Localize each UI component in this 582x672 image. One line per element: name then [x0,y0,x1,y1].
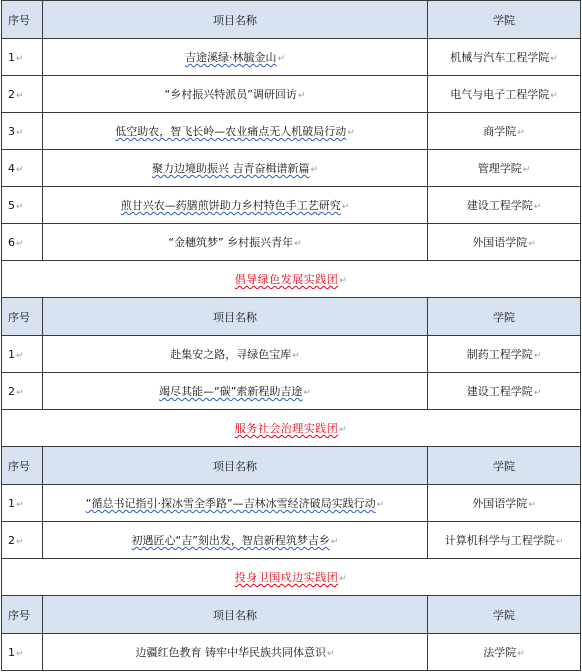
header-name: 项目名称 [43,596,428,634]
row-seq: 5↵ [2,187,43,224]
header-college: 学院 [428,596,581,634]
table-header-row [2,447,581,485]
row-seq: 4↵ [2,150,43,187]
header-college: 学院 [428,298,581,336]
row-seq: 1↵ [2,485,43,522]
row-name: 边疆红色教育 铸牢中华民族共同体意识↵ [43,634,428,671]
header-seq: 序号 [2,596,43,634]
row-college: 商学院↵ [428,113,581,150]
row-seq: 2↵ [2,522,43,559]
group-title-row [2,410,581,447]
header-college: 学院 [428,1,581,39]
row-college: 机械与汽车工程学院↵ [428,39,581,76]
row-seq: 1↵ [2,634,43,671]
header-seq: 序号 [2,1,43,39]
group-title: 服务社会治理实践团↵ [2,410,581,447]
row-seq: 6↵ [2,224,43,261]
group-title-row [2,261,581,298]
row-name: “循总书记指引·探冰雪全季路”—吉林冰雪经济破局实践行动↵ [43,485,428,522]
row-name: 低空助农，智飞长岭—农业痛点无人机破局行动↵ [43,113,428,150]
row-seq: 3↵ [2,113,43,150]
row-college: 建设工程学院↵ [428,187,581,224]
row-seq: 1↵ [2,39,43,76]
row-name: 聚力边境助振兴 吉青奋楫谱新篇↵ [43,150,428,187]
row-college: 计算机科学与工程学院↵ [428,522,581,559]
row-name: “乡村振兴特派员”调研回访↵ [43,76,428,113]
header-name: 项目名称 [43,447,428,485]
table-row [2,150,581,187]
table-header-row [2,298,581,336]
row-name: “金穗筑梦” 乡村振兴青年↵ [43,224,428,261]
row-college: 法学院↵ [428,634,581,671]
table-row [2,187,581,224]
table-row [2,634,581,671]
row-name: 吉途溪绿·林毓金山↵ [43,39,428,76]
table-row [2,76,581,113]
table-row [2,336,581,373]
header-name: 项目名称 [43,298,428,336]
row-name: 初遇匠心“吉”刻出发，智启新程筑梦吉乡↵ [43,522,428,559]
row-name: 赴集安之路，寻绿色宝库↵ [43,336,428,373]
row-seq: 1↵ [2,336,43,373]
row-college: 电气与电子工程学院↵ [428,76,581,113]
row-college: 建设工程学院↵ [428,373,581,410]
table-header-row [2,1,581,39]
table-row [2,522,581,559]
header-seq: 序号 [2,447,43,485]
table-row [2,373,581,410]
row-college: 外国语学院↵ [428,485,581,522]
group-title: 倡导绿色发展实践团↵ [2,261,581,298]
row-college: 外国语学院↵ [428,224,581,261]
row-seq: 2↵ [2,76,43,113]
header-name: 项目名称 [43,1,428,39]
table-row [2,224,581,261]
header-seq: 序号 [2,298,43,336]
table-row [2,39,581,76]
project-table [1,0,581,671]
row-name: 煎甘兴农—药膳煎饼助力乡村特色手工艺研究↵ [43,187,428,224]
row-college: 制药工程学院↵ [428,336,581,373]
group-title-row [2,559,581,596]
table-row [2,485,581,522]
row-seq: 2↵ [2,373,43,410]
table-header-row [2,596,581,634]
header-college: 学院 [428,447,581,485]
row-college: 管理学院↵ [428,150,581,187]
row-name: 竭尽其能—“碳”索新程助吉途↵ [43,373,428,410]
group-title: 投身卫国戍边实践团↵ [2,559,581,596]
table-row [2,113,581,150]
